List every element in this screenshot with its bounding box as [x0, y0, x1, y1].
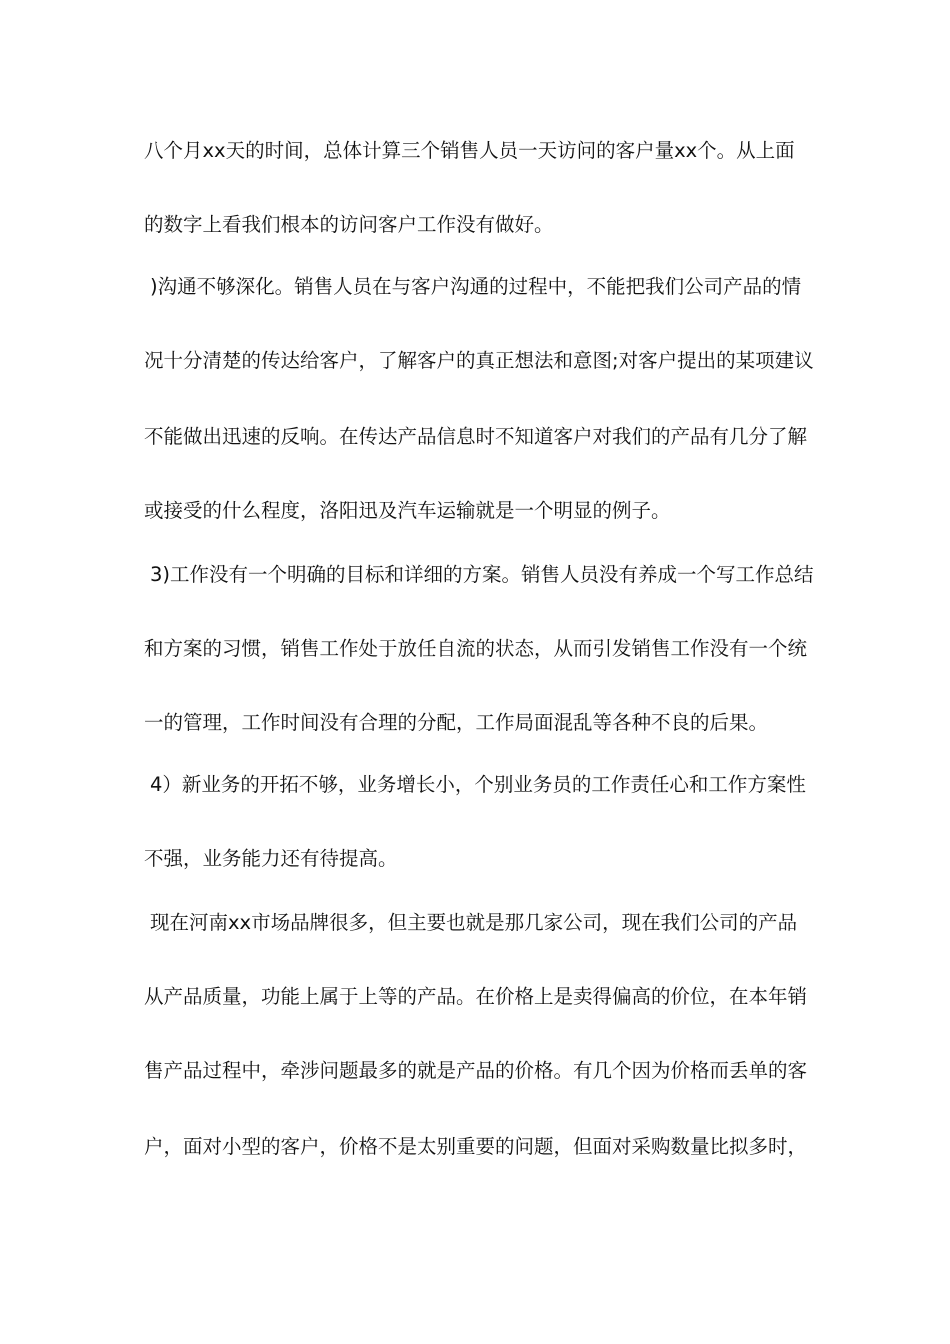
- paragraph-line-1: 八个月xx天的时间，总体计算三个销售人员一天访问的客户量xx个。从上面: [144, 139, 795, 162]
- paragraph-line-5: 不能做出迅速的反响。在传达产品信息时不知道客户对我们的产品有几分了解: [144, 425, 808, 448]
- paragraph-line-9: 一的管理，工作时间没有合理的分配，工作局面混乱等各种不良的后果。: [144, 711, 769, 734]
- paragraph-line-10: 4）新业务的开拓不够，业务增长小，个别业务员的工作责任心和工作方案性: [150, 773, 806, 796]
- paragraph-line-12: 现在河南xx市场品牌很多，但主要也就是那几家公司，现在我们公司的产品: [150, 911, 798, 934]
- paragraph-line-4: 况十分清楚的传达给客户，了解客户的真正想法和意图;对客户提出的某项建议: [144, 349, 814, 372]
- paragraph-line-14: 售产品过程中，牵涉问题最多的就是产品的价格。有几个因为价格而丢单的客: [144, 1059, 808, 1082]
- paragraph-line-13: 从产品质量，功能上属于上等的产品。在价格上是卖得偏高的价位，在本年销: [144, 985, 808, 1008]
- paragraph-line-7: 3)工作没有一个明确的目标和详细的方案。销售人员没有养成一个写工作总结: [150, 563, 814, 586]
- paragraph-line-8: 和方案的习惯，销售工作处于放任自流的状态，从而引发销售工作没有一个统: [144, 637, 808, 660]
- paragraph-line-3: )沟通不够深化。销售人员在与客户沟通的过程中，不能把我们公司产品的情: [150, 275, 802, 298]
- paragraph-line-15: 户，面对小型的客户，价格不是太别重要的问题，但面对采购数量比拟多时，: [144, 1135, 808, 1158]
- paragraph-line-6: 或接受的什么程度，洛阳迅及汽车运输就是一个明显的例子。: [144, 499, 671, 522]
- paragraph-line-2: 的数字上看我们根本的访问客户工作没有做好。: [144, 213, 554, 236]
- paragraph-line-11: 不强，业务能力还有待提高。: [144, 847, 398, 870]
